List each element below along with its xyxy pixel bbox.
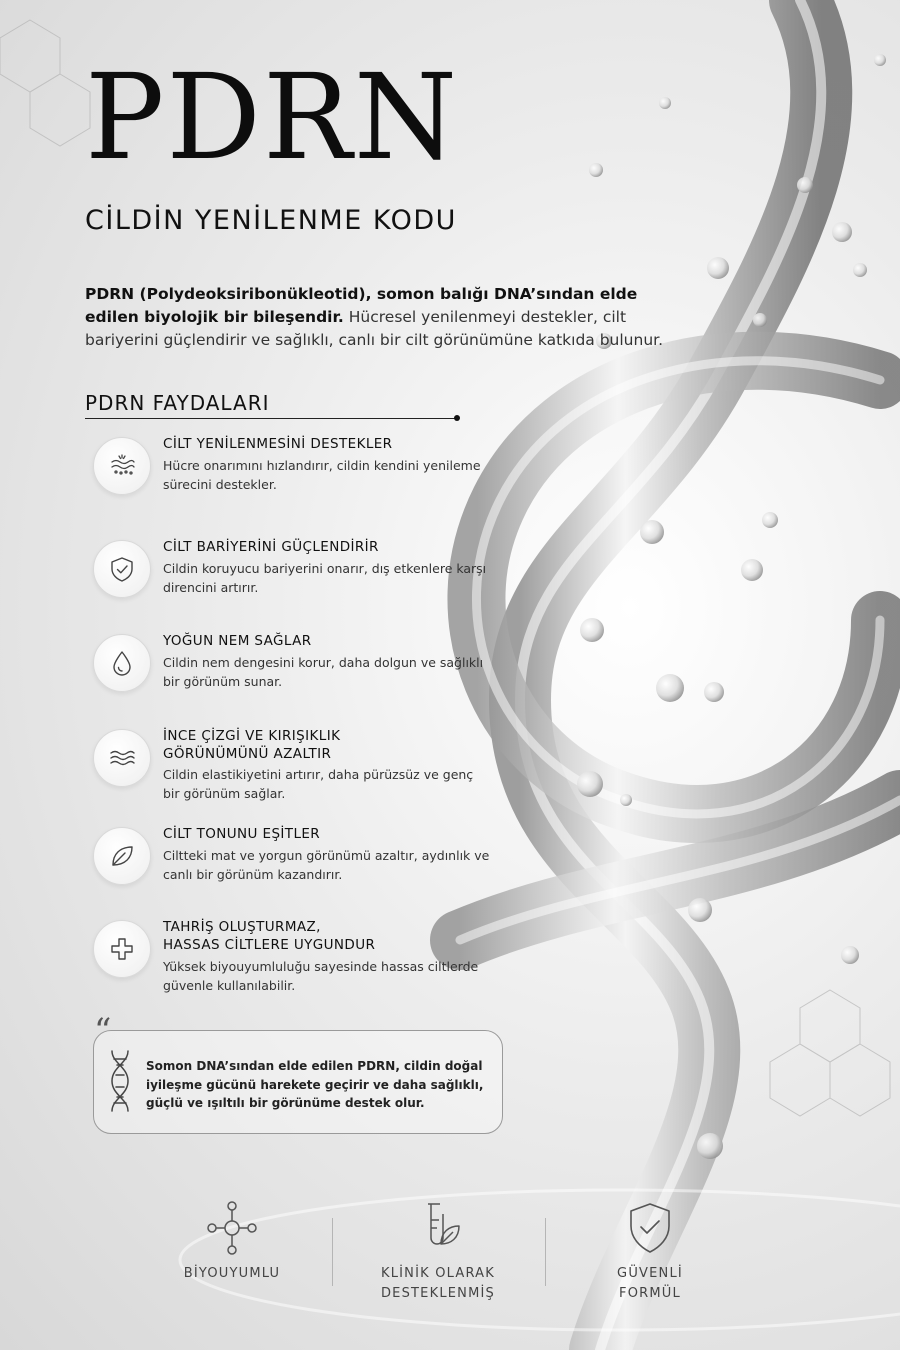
page-subtitle: CİLDİN YENİLENME KODU	[85, 205, 457, 236]
intro-rest: Hücresel yenilenmeyi destekler, cilt bariyerini güçlendirir ve sağlıklı, canlı bir cilt görünümüne katkıda bulunur.	[85, 307, 664, 349]
intro-paragraph	[85, 283, 685, 352]
benefit-description: Yüksek biyouyumluluğu sayesinde hassas ciltlerde güvenle kullanılabilir.	[163, 959, 479, 993]
shield-check-icon	[93, 540, 151, 598]
benefit-item	[93, 827, 513, 897]
waves-icon	[93, 729, 151, 787]
skin-layers-icon	[93, 437, 151, 495]
benefit-description: Ciltteki mat ve yorgun görünümü azaltır, aydınlık ve canlı bir görünüm kazandırır.	[163, 848, 490, 882]
dna-icon	[106, 1049, 134, 1113]
benefit-description: Cildin nem dengesini korur, daha dolgun ve sağlıklı bir görünüm sunar.	[163, 655, 484, 689]
heading-divider-dot	[454, 415, 460, 421]
benefit-title: CİLT YENİLENMESİNİ DESTEKLER	[163, 436, 393, 452]
benefit-description: Cildin koruyucu bariyerini onarır, dış etkenlere karşı direncini artırır.	[163, 561, 487, 595]
benefit-title: YOĞUN NEM SAĞLAR	[163, 633, 312, 649]
footer-label: BİYOUYUMLU	[183, 1266, 281, 1281]
footer-badge-clinical	[338, 1200, 538, 1303]
footer-label: GÜVENLİ FORMÜL	[617, 1266, 683, 1301]
benefits-heading: PDRN FAYDALARI	[85, 391, 270, 415]
footer-divider	[545, 1218, 546, 1286]
quote-box	[93, 1011, 503, 1134]
shield-check-icon	[625, 1200, 675, 1256]
flask-leaf-icon	[413, 1200, 463, 1256]
page-title: PDRN	[85, 48, 460, 186]
benefit-description: Hücre onarımını hızlandırır, cildin kendini yenileme sürecini destekler.	[163, 458, 481, 492]
benefit-description: Cildin elastikiyetini artırır, daha pürüzsüz ve genç bir görünüm sağlar.	[163, 767, 474, 801]
water-drop-icon	[93, 634, 151, 692]
benefit-item	[93, 729, 513, 799]
heading-divider	[85, 418, 457, 419]
medical-cross-icon	[93, 920, 151, 978]
benefit-item	[93, 634, 513, 704]
quote-text: Somon DNA’sından elde edilen PDRN, cildin doğal iyileşme gücünü harekete geçirir ve daha sağlıklı, güçlü ve ışıltılı bir görünüme destek olur.	[146, 1059, 484, 1111]
leaf-icon	[93, 827, 151, 885]
benefit-title: CİLT BARİYERİNİ GÜÇLENDİRİR	[163, 539, 379, 555]
quote-mark-icon: “	[94, 1011, 112, 1051]
footer-divider	[332, 1218, 333, 1286]
footer-badge-safe	[550, 1200, 750, 1303]
benefit-title: TAHRİŞ OLUŞTURMAZ, HASSAS CİLTLERE UYGUNDUR	[163, 919, 376, 954]
molecule-icon	[207, 1200, 257, 1256]
benefit-title: İNCE ÇİZGİ VE KIRIŞIKLIK GÖRÜNÜMÜNÜ AZALTIR	[163, 728, 341, 763]
benefit-item	[93, 919, 513, 993]
benefit-title: CİLT TONUNU EŞİTLER	[163, 826, 321, 842]
benefit-item	[93, 437, 513, 507]
footer-badge-biocompatible	[132, 1200, 332, 1284]
intro-bold: PDRN (Polydeoksiribonükleotid), somon balığı DNA’sından elde edilen biyolojik bir bileşendir.	[85, 285, 638, 326]
footer-label: KLİNİK OLARAK DESTEKLENMİŞ	[380, 1266, 496, 1301]
benefit-item	[93, 540, 513, 610]
